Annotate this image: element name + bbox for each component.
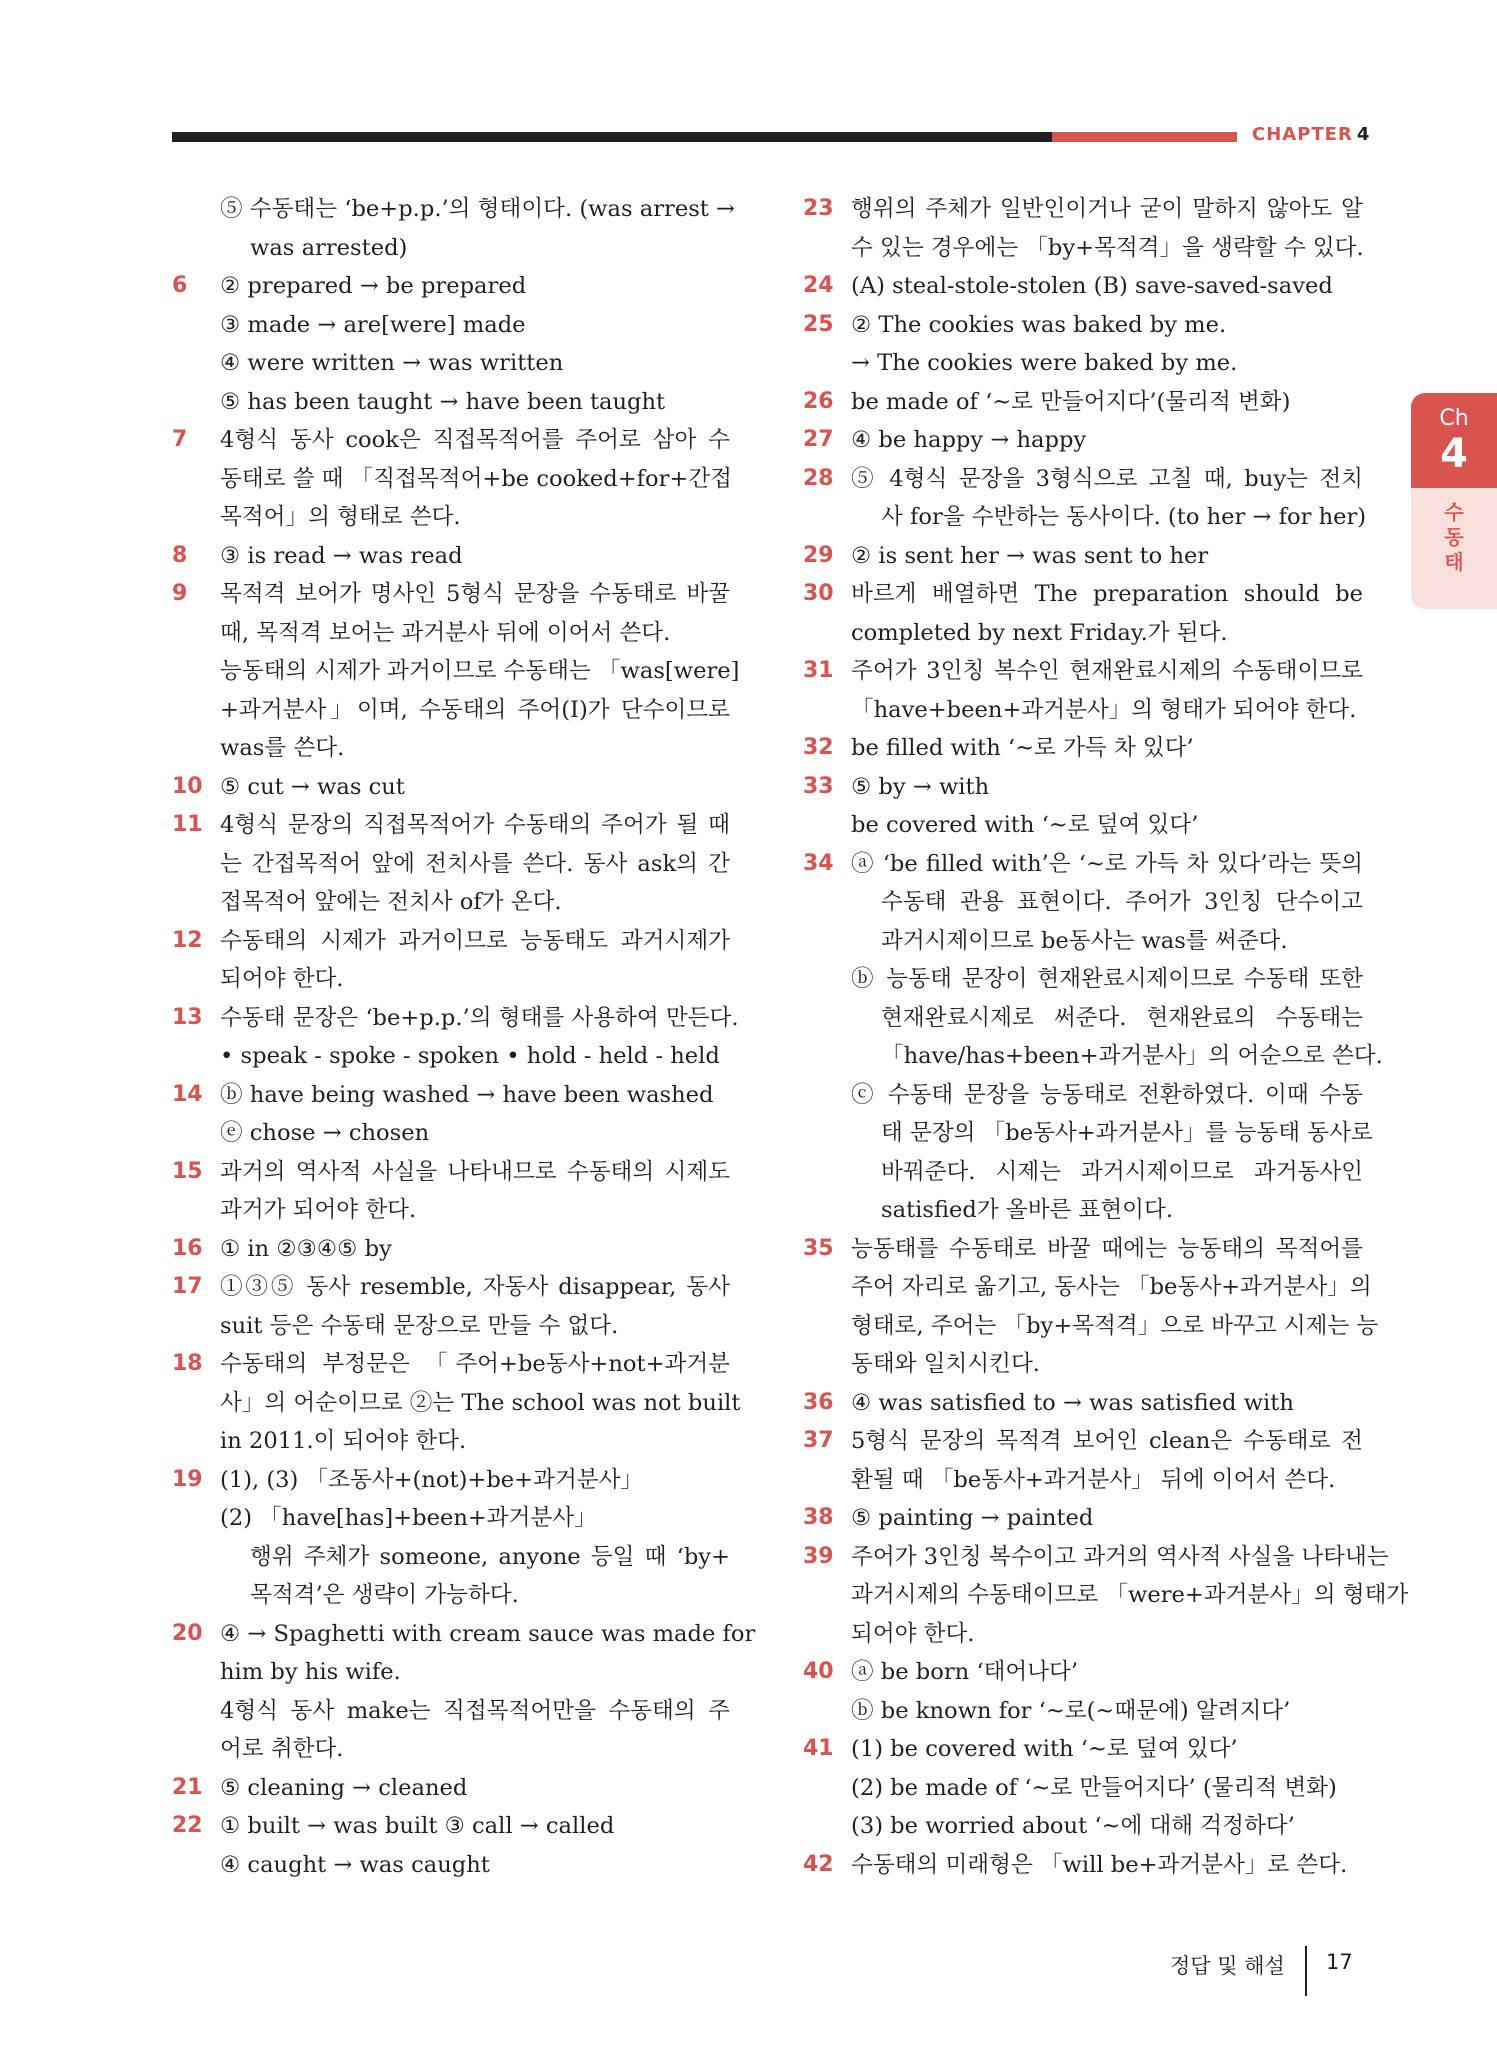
answer-text-line: 사」의 어순이므로 ②는 The school was not built xyxy=(220,1389,741,1416)
answer-text-line: 「have+been+과거분사」의 형태가 되어야 한다. xyxy=(851,696,1357,723)
answer-text-line: ⑤ painting → painted xyxy=(851,1505,1094,1531)
answer-text-line: 과거가 되어야 한다. xyxy=(220,1197,417,1223)
answer-number: 10 xyxy=(172,773,203,799)
answer-number: 37 xyxy=(803,1428,834,1453)
answer-text-line: 과거시제의 수동태이므로 「were+과거분사」의 형태가 xyxy=(851,1582,1409,1608)
answer-item xyxy=(172,999,739,1076)
answer-text-line: 수동태의 시제가 과거이므로 능동태도 과거시제가 xyxy=(220,927,730,954)
answer-number: 11 xyxy=(172,812,203,837)
answer-text-line: 행위 주체가 someone, anyone 등일 때 ‘by+ xyxy=(250,1543,730,1570)
answer-text-line: (A) steal-stole-stolen (B) save-saved-saved xyxy=(851,273,1333,299)
answer-text-line: (3) be worried about ‘~에 대해 걱정하다’ xyxy=(851,1813,1295,1839)
chapter-tab-number: 4 xyxy=(1440,431,1468,477)
answer-text-line: ④ → Spaghetti with cream sauce was made for xyxy=(220,1620,756,1647)
answer-text-line: 행위의 주체가 일반인이거나 굳이 말하지 않아도 알 xyxy=(851,196,1363,222)
answer-number: 12 xyxy=(172,927,203,953)
answer-text-line: ⓑ 능동태 문장이 현재완료시제이므로 수동태 또한 xyxy=(851,966,1363,992)
answer-text-line: 능동태를 수동태로 바꿀 때에는 능동태의 목적어를 xyxy=(851,1235,1363,1262)
answer-text-line: ④ were written → was written xyxy=(220,350,564,376)
answer-text-line: 목적어」의 형태로 쓴다. xyxy=(220,504,461,530)
answer-item xyxy=(172,537,730,576)
answer-text-line: 4형식 문장의 직접목적어가 수동태의 주어가 될 때 xyxy=(220,812,730,838)
answer-text-line: 주어가 3인칭 복수인 현재완료시제의 수동태이므로 xyxy=(851,658,1363,684)
chapter-label: CHAPTER xyxy=(1252,124,1353,145)
answer-item xyxy=(803,1499,1363,1538)
answer-number: 6 xyxy=(172,273,188,298)
answer-text-line: ① built → was built ③ call → called xyxy=(220,1813,615,1839)
answer-text-line: 현재완료시제로 써준다. 현재완료의 수동태는 xyxy=(881,1004,1363,1031)
answer-item xyxy=(803,575,1363,652)
answer-number: 17 xyxy=(172,1274,203,1299)
answer-text-line: (2) be made of ‘~로 만들어지다’ (물리적 변화) xyxy=(851,1774,1337,1801)
answer-column-left xyxy=(172,190,756,1884)
answer-item xyxy=(803,383,1363,422)
answer-item xyxy=(803,1422,1363,1499)
answer-number: 35 xyxy=(803,1235,834,1261)
answer-text-line: ①③⑤ 동사 resemble, 자동사 disappear, 동사 xyxy=(220,1274,730,1300)
answer-text-line: ② is sent her → was sent to her xyxy=(851,542,1209,569)
answer-text-line: 수동태 관용 표현이다. 주어가 3인칭 단수이고 xyxy=(881,889,1363,915)
answer-text-line: ④ was satisfied to → was satisfied with xyxy=(851,1389,1294,1416)
answer-text-line: him by his wife. xyxy=(220,1659,401,1685)
answer-text-line: satisfied가 올바른 표현이다. xyxy=(881,1197,1174,1223)
answer-text-line: was arrested) xyxy=(250,234,408,261)
chapter-side-tab xyxy=(1411,393,1497,609)
answer-text-line: → The cookies were baked by me. xyxy=(851,350,1238,376)
answer-item xyxy=(803,652,1363,729)
answer-number: 38 xyxy=(803,1505,834,1530)
answer-number: 8 xyxy=(172,542,188,568)
answer-item xyxy=(803,1730,1363,1846)
answer-number: 26 xyxy=(803,388,834,414)
answer-text-line: ⑤ cut → was cut xyxy=(220,773,405,800)
answer-text-line: 태 문장의 「be동사+과거분사」를 능동태 동사로 xyxy=(881,1120,1373,1146)
answer-text-line: (2) 「have[has]+been+과거분사」 xyxy=(220,1505,597,1531)
answer-text-line: completed by next Friday.가 된다. xyxy=(851,619,1228,646)
answer-item xyxy=(803,190,1363,267)
answer-text-line: 접목적어 앞에는 전치사 of가 온다. xyxy=(220,889,562,915)
answer-text-line: 주어가 3인칭 복수이고 과거의 역사적 사실을 나타내는 xyxy=(851,1543,1389,1570)
answer-number: 22 xyxy=(172,1813,203,1838)
answer-item xyxy=(803,421,1363,460)
answer-number: 31 xyxy=(803,658,834,683)
answer-text-line: ④ caught → was caught xyxy=(220,1851,490,1878)
answer-text-line: ⓒ 수동태 문장을 능동태로 전환하였다. 이때 수동 xyxy=(851,1081,1363,1108)
answer-item xyxy=(172,1230,730,1269)
page-number: 17 xyxy=(1326,1950,1353,1974)
answer-item xyxy=(803,1538,1409,1654)
answer-text-line: was를 쓴다. xyxy=(220,735,345,761)
answer-number: 14 xyxy=(172,1081,203,1107)
page-footer xyxy=(1170,1946,1353,1996)
answer-text-line: ⑤ by → with xyxy=(851,773,990,800)
answer-text-line: 환될 때 「be동사+과거분사」 뒤에 이어서 쓴다. xyxy=(851,1466,1336,1493)
answer-number: 30 xyxy=(803,581,834,606)
answer-column-right xyxy=(803,190,1409,1884)
answer-text-line: 4형식 동사 cook은 직접목적어를 주어로 삼아 수 xyxy=(220,427,730,453)
answer-item xyxy=(803,845,1383,1230)
answer-text-line: ④ be happy → happy xyxy=(851,427,1087,453)
answer-text-line: 과거의 역사적 사실을 나타내므로 수동태의 시제도 xyxy=(220,1158,730,1185)
answer-item xyxy=(172,1807,730,1884)
answer-text-line: ⑤ has been taught → have been taught xyxy=(220,388,666,415)
answer-number: 23 xyxy=(803,196,834,221)
answer-text-line: 수동태의 미래형은 「will be+과거분사」로 쓴다. xyxy=(851,1851,1348,1878)
answer-item xyxy=(803,1846,1363,1885)
answer-text-line: 「have/has+been+과거분사」의 어순으로 쓴다. xyxy=(881,1043,1383,1069)
answer-item xyxy=(172,267,730,421)
answer-number: 33 xyxy=(803,773,834,799)
answer-number: 28 xyxy=(803,465,834,491)
chapter-number: 4 xyxy=(1356,124,1371,145)
answer-text-line: 때, 목적격 보어는 과거분사 뒤에 이어서 쓴다. xyxy=(220,619,671,646)
answer-item xyxy=(172,1268,730,1345)
answer-number: 39 xyxy=(803,1543,834,1569)
answer-text-line: +과거분사」이며, 수동태의 주어(I)가 단수이므로 xyxy=(220,696,730,723)
answer-text-line: ⓐ be born ‘태어나다’ xyxy=(851,1659,1079,1685)
answer-text-line: 수동태 문장은 ‘be+p.p.’의 형태를 사용하여 만든다. xyxy=(220,1004,739,1031)
answer-item xyxy=(172,1769,730,1808)
answer-text-line: ⑤ cleaning → cleaned xyxy=(220,1774,468,1801)
chapter-tab-ch: Ch xyxy=(1439,406,1469,431)
header-rule-accent xyxy=(1052,132,1237,142)
answer-item xyxy=(172,806,730,922)
answer-text-line: 동태와 일치시킨다. xyxy=(851,1351,1040,1377)
footer-divider xyxy=(1305,1946,1307,1996)
answer-number: 20 xyxy=(172,1620,203,1646)
answer-number: 42 xyxy=(803,1851,834,1877)
answer-text-line: 되어야 한다. xyxy=(851,1620,975,1647)
answer-text-line: suit 등은 수동태 문장으로 만들 수 없다. xyxy=(220,1312,619,1339)
answer-item xyxy=(172,1153,730,1230)
answer-text-line: ③ is read → was read xyxy=(220,542,463,569)
answer-text-line: (1) be covered with ‘~로 덮여 있다’ xyxy=(851,1736,1238,1762)
answer-item xyxy=(172,1076,730,1153)
answer-item xyxy=(172,421,733,537)
answer-item xyxy=(172,575,740,768)
answer-text-line: ⑤ 수동태는 ‘be+p.p.’의 형태이다. (was arrest → xyxy=(220,196,735,222)
header-rule-dark xyxy=(172,132,1052,142)
answer-item xyxy=(803,267,1363,306)
answer-number: 9 xyxy=(172,581,188,606)
answer-number: 21 xyxy=(172,1774,203,1800)
answer-number: 25 xyxy=(803,311,834,337)
answer-text-line: be filled with ‘~로 가득 차 있다’ xyxy=(851,735,1194,761)
answer-text-line: 는 간접목적어 앞에 전치사를 쓴다. 동사 ask의 간 xyxy=(220,850,730,877)
answer-text-line: ② prepared → be prepared xyxy=(220,273,527,299)
answer-text-line: 형태로, 주어는 「by+목적격」으로 바꾸고 시제는 능 xyxy=(851,1312,1379,1339)
answer-number: 15 xyxy=(172,1158,203,1184)
answer-number: 40 xyxy=(803,1659,834,1684)
answer-text-line: 되어야 한다. xyxy=(220,966,344,992)
answer-text-line: 주어 자리로 옮기고, 동사는 「be동사+과거분사」의 xyxy=(851,1274,1372,1300)
answer-item xyxy=(803,1384,1363,1423)
answer-number: 16 xyxy=(172,1235,203,1261)
answer-number: 34 xyxy=(803,850,834,876)
answer-text-line: 과거시제이므로 be동사는 was를 써준다. xyxy=(881,927,1288,954)
answer-text-line: ⓑ have being washed → have been washed xyxy=(220,1081,714,1108)
answer-text-line: (1), (3) 「조동사+(not)+be+과거분사」 xyxy=(220,1466,644,1493)
answer-text-line: ⓑ be known for ‘~로(~때문에) 알려지다’ xyxy=(851,1697,1291,1724)
answer-text-line: be covered with ‘~로 덮여 있다’ xyxy=(851,812,1199,838)
answer-text-line: 사 for을 수반하는 동사이다. (to her → for her) xyxy=(881,504,1367,530)
answer-text-line: 바꿔준다. 시제는 과거시제이므로 과거동사인 xyxy=(881,1158,1363,1185)
answer-text-line: 5형식 문장의 목적격 보어인 clean은 수동태로 전 xyxy=(851,1428,1363,1454)
chapter-heading xyxy=(1252,124,1370,145)
answer-text-line: 수 있는 경우에는 「by+목적격」을 생략할 수 있다. xyxy=(851,234,1364,261)
answer-item xyxy=(803,537,1363,576)
answer-text-line: 능동태의 시제가 과거이므로 수동태는 「was[were] xyxy=(220,658,740,684)
answer-number: 32 xyxy=(803,735,834,760)
answer-text-line: ⑤ 4형식 문장을 3형식으로 고칠 때, buy는 전치 xyxy=(851,465,1363,492)
answer-item xyxy=(172,922,730,999)
answer-item xyxy=(803,1653,1363,1730)
answer-text-line: 4형식 동사 make는 직접목적어만을 수동태의 주 xyxy=(220,1697,730,1724)
answer-number: 19 xyxy=(172,1466,203,1492)
answer-text-line: ① in ②③④⑤ by xyxy=(220,1235,392,1262)
chapter-tab-label: 수동태 xyxy=(1444,500,1464,574)
answer-item xyxy=(172,190,735,267)
answer-text-line: 수동태의 부정문은 「주어+be동사+not+과거분 xyxy=(220,1351,730,1377)
answer-text-line: 어로 취한다. xyxy=(220,1736,344,1762)
chapter-tab-header xyxy=(1411,393,1497,488)
answer-item xyxy=(803,306,1363,383)
answer-text-line: 동태로 쓸 때 「직접목적어+be cooked+for+간접 xyxy=(220,465,733,492)
answer-item xyxy=(172,1615,756,1769)
footer-section-label: 정답 및 해설 xyxy=(1170,1954,1285,1978)
answer-item xyxy=(803,729,1363,768)
answer-text-line: be made of ‘~로 만들어지다’(물리적 변화) xyxy=(851,388,1291,415)
answer-number: 13 xyxy=(172,1004,203,1030)
answer-text-line: ⓔ chose → chosen xyxy=(220,1120,430,1146)
answer-item xyxy=(172,768,730,807)
answer-number: 36 xyxy=(803,1389,834,1415)
answer-number: 7 xyxy=(172,427,188,452)
answer-item xyxy=(803,460,1367,537)
answer-text-line: • speak - spoke - spoken • hold - held - held xyxy=(220,1043,720,1069)
answer-text-line: ⓐ ‘be filled with’은 ‘~로 가득 차 있다’라는 뜻의 xyxy=(851,850,1363,877)
answer-number: 24 xyxy=(803,273,834,298)
answer-text-line: 목적격’은 생략이 가능하다. xyxy=(250,1582,519,1608)
answer-item xyxy=(803,768,1363,845)
answer-text-line: 목적격 보어가 명사인 5형식 문장을 수동태로 바꿀 xyxy=(220,581,730,607)
answer-number: 18 xyxy=(172,1351,203,1376)
answer-item xyxy=(172,1345,741,1461)
answer-text-line: in 2011.이 되어야 한다. xyxy=(220,1428,467,1454)
answer-item xyxy=(803,1230,1379,1384)
answer-item xyxy=(172,1461,730,1615)
answer-text-line: 바르게 배열하면 The preparation should be xyxy=(851,581,1363,607)
answer-text-line: ② The cookies was baked by me. xyxy=(851,311,1227,338)
answer-text-line: ③ made → are[were] made xyxy=(220,311,526,338)
answer-number: 29 xyxy=(803,542,834,568)
answer-number: 41 xyxy=(803,1736,834,1761)
answer-number: 27 xyxy=(803,427,834,452)
